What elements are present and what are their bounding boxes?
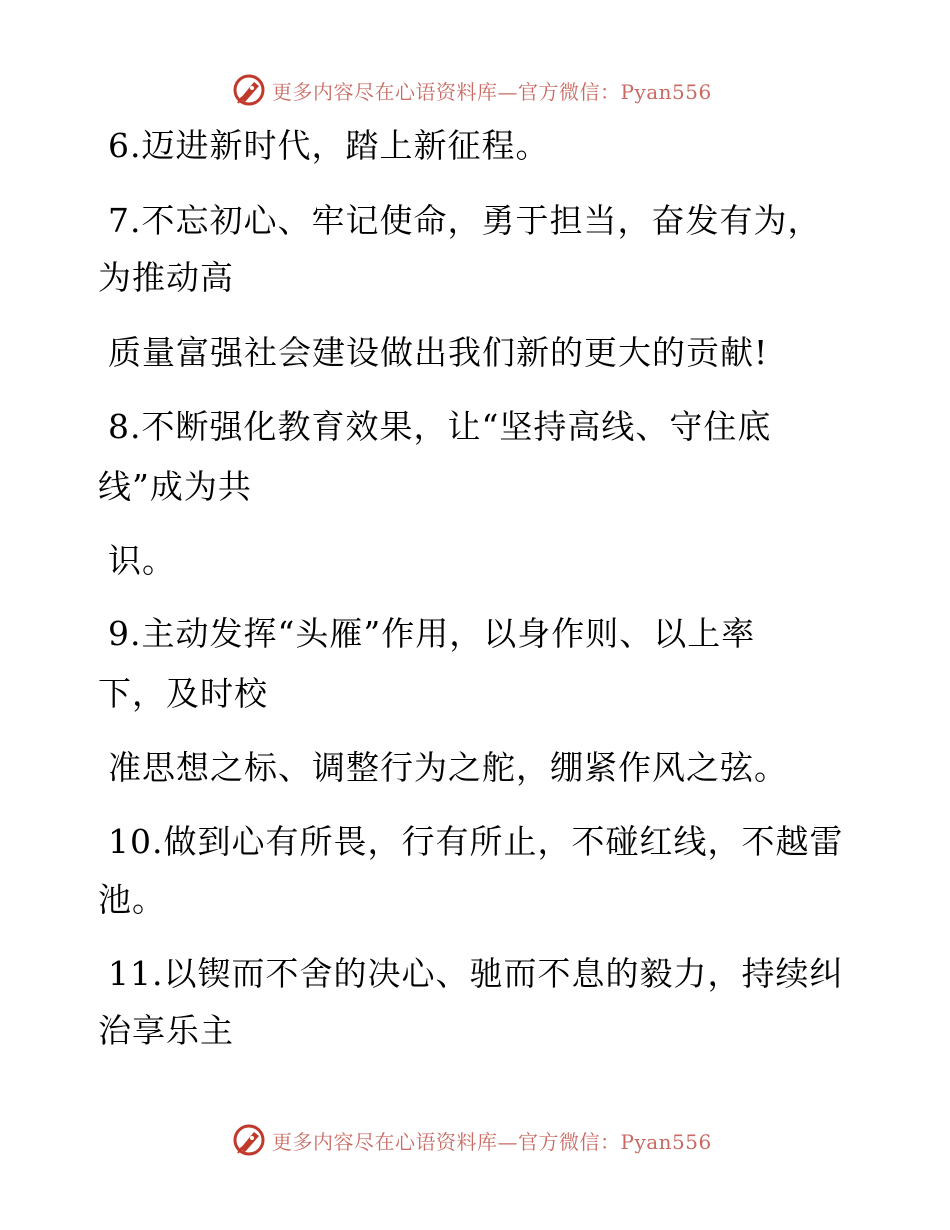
text-line: 治享乐主 (98, 1011, 234, 1050)
pen-nib-logo-icon (232, 1123, 266, 1157)
text-line: 池。 (98, 880, 166, 919)
text-line: 7.不忘初心、牢记使命，勇于担当，奋发有为， (108, 201, 822, 240)
text-line: 11.以锲而不舍的决心、驰而不息的毅力，持续纠 (108, 954, 844, 993)
text-line: 6.迈进新时代，踏上新征程。 (108, 126, 550, 165)
header-banner (232, 70, 712, 110)
text-line: 9.主动发挥“头雁”作用，以身作则、以上率 (108, 614, 756, 653)
text-line: 为推动高 (98, 258, 234, 297)
text-line: 质量富强社会建设做出我们新的更大的贡献! (108, 333, 769, 372)
text-line: 识。 (108, 541, 176, 580)
text-line: 线”成为共 (98, 467, 252, 506)
text-line: 下，及时校 (98, 674, 268, 713)
header-banner-text: 更多内容尽在心语资料库—官方微信：Pyan556 (272, 79, 712, 104)
text-line: 准思想之标、调整行为之舵，绷紧作风之弦。 (108, 748, 788, 787)
footer-banner (232, 1120, 712, 1160)
text-line: 8.不断强化教育效果，让“坚持高线、守住底 (108, 407, 772, 446)
text-line: 10.做到心有所畏，行有所止，不碰红线，不越雷 (108, 822, 844, 861)
pen-nib-logo-icon (232, 73, 266, 107)
footer-banner-text: 更多内容尽在心语资料库—官方微信：Pyan556 (272, 1129, 712, 1154)
